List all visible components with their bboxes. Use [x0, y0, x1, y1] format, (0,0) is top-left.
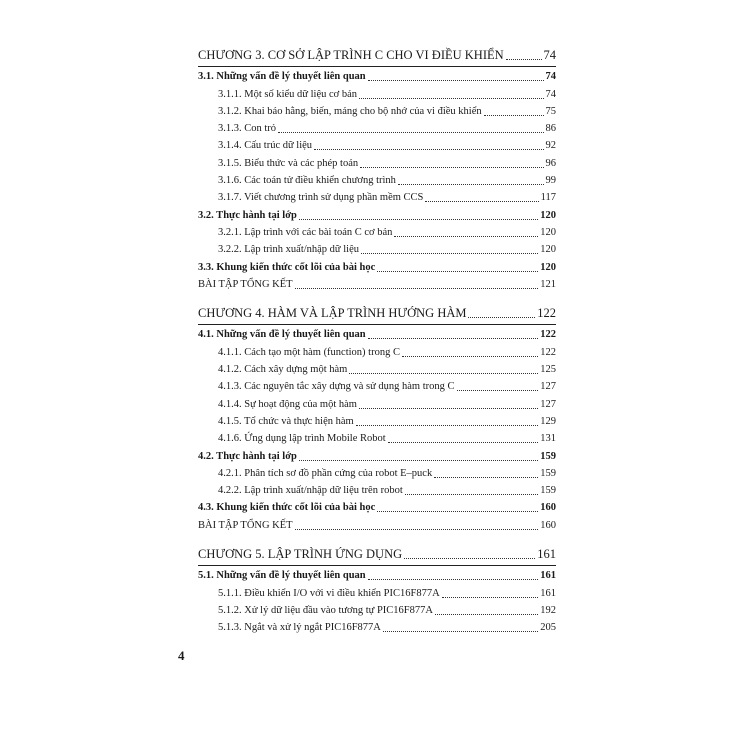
toc-label: 4.1.2. Cách xây dựng một hàm [218, 364, 348, 376]
toc-page: 122 [540, 329, 556, 341]
toc-subsection [198, 399, 556, 411]
toc-page: 74 [545, 71, 556, 83]
dot-leader [434, 476, 538, 478]
toc-label: 4.3. Khung kiến thức cốt lõi của bài học [198, 502, 376, 514]
toc-label: 3.1.5. Biểu thức và các phép toán [218, 157, 359, 169]
toc-label: 3.1.4. Cấu trúc dữ liệu [218, 140, 313, 152]
toc-label: BÀI TẬP TỔNG KẾT [198, 278, 293, 290]
toc-page: 161 [540, 587, 556, 599]
toc-page: 92 [545, 140, 556, 152]
toc-section [198, 210, 556, 222]
toc-label: 3.1.7. Viết chương trình sử dụng phần mềm CCS [218, 192, 424, 204]
toc-label: 4.2.2. Lập trình xuất/nhập dữ liệu trên robot [218, 485, 403, 497]
dot-leader [425, 200, 538, 202]
toc-page: 120 [540, 261, 556, 273]
toc-page: 129 [540, 415, 556, 427]
dot-leader [402, 355, 538, 357]
toc-label: 3.2. Thực hành tại lớp [198, 209, 297, 221]
toc-page: 205 [540, 622, 556, 634]
chapter-heading [198, 547, 556, 561]
toc-subsection [198, 605, 556, 617]
toc-label: 5.1.2. Xử lý dữ liệu đầu vào tương tự PIC16F877A [218, 604, 433, 616]
dot-leader [295, 287, 539, 289]
dot-leader [506, 58, 542, 60]
dot-leader [359, 407, 538, 409]
toc-label: 3.1.3. Con trỏ [218, 123, 277, 135]
toc-page: 120 [540, 226, 556, 238]
dot-leader [468, 316, 535, 318]
toc-subsection [198, 123, 556, 135]
dot-leader [314, 148, 543, 150]
toc-section [198, 329, 556, 341]
chapter-title: CHƯƠNG 5. LẬP TRÌNH ỨNG DỤNG [198, 547, 403, 562]
toc-page: 99 [545, 175, 556, 187]
dot-leader [359, 97, 544, 99]
chapter-title: CHƯƠNG 3. CƠ SỞ LẬP TRÌNH C CHO VI ĐIỀU KHIỂN [198, 48, 504, 62]
chapter-page: 122 [537, 306, 556, 321]
toc-page: 120 [540, 209, 556, 221]
toc-label: BÀI TẬP TỔNG KẾT [198, 519, 293, 531]
dot-leader [435, 613, 538, 615]
toc-subsection [198, 622, 556, 634]
toc-subsection [198, 381, 556, 393]
dot-leader [368, 578, 539, 580]
toc-label: 3.2.2. Lập trình xuất/nhập dữ liệu [218, 244, 359, 256]
toc-page: 121 [540, 278, 556, 290]
toc-label: 5.1.3. Ngắt và xử lý ngắt PIC16F877A [218, 622, 381, 634]
chapter-title: CHƯƠNG 4. HÀM VÀ LẬP TRÌNH HƯỚNG HÀM [198, 306, 467, 321]
toc-page: 159 [540, 450, 556, 462]
toc-label: 3.2.1. Lập trình với các bài toán C cơ bản [218, 226, 393, 238]
dot-leader [278, 131, 543, 133]
toc-section [198, 570, 556, 582]
toc-page: 86 [545, 123, 556, 135]
toc-label: 4.2. Thực hành tại lớp [198, 450, 297, 462]
chapter-gap [198, 296, 556, 306]
page-number: 4 [178, 648, 185, 663]
chapter-divider [198, 66, 556, 67]
toc-label: 4.1.1. Cách tạo một hàm (function) trong C [218, 346, 400, 358]
toc-page: 120 [540, 244, 556, 256]
toc-page: 74 [545, 88, 556, 100]
dot-leader [360, 166, 543, 168]
toc-subsection [198, 140, 556, 152]
toc-subsection [198, 106, 556, 118]
dot-leader [442, 596, 539, 598]
toc-label: 3.1. Những vấn đề lý thuyết liên quan [198, 71, 366, 83]
toc-page: 159 [540, 467, 556, 479]
toc-page: 127 [540, 381, 556, 393]
dot-leader [377, 270, 538, 272]
toc-page: 192 [540, 604, 556, 616]
toc-subsection [198, 192, 556, 204]
dot-leader [295, 528, 539, 530]
dot-leader [383, 630, 538, 632]
chapter-page: 161 [537, 547, 556, 562]
toc-page: 125 [540, 364, 556, 376]
toc-page: 160 [540, 502, 556, 514]
dot-leader [398, 183, 544, 185]
dot-leader [349, 372, 538, 374]
toc-subsection [198, 347, 556, 359]
dot-leader [299, 218, 538, 220]
toc-section [198, 502, 556, 514]
dot-leader [377, 510, 538, 512]
toc-label: 3.1.6. Các toán tử điều khiển chương trình [218, 175, 396, 187]
toc-section [198, 451, 556, 463]
toc-page: 161 [540, 570, 556, 582]
toc-page: 127 [540, 398, 556, 410]
toc-page: 160 [540, 519, 556, 531]
toc-label: 3.1.2. Khai báo hằng, biến, mảng cho bộ nhớ của vi điều khiển [218, 105, 482, 117]
toc-subsection [198, 416, 556, 428]
toc-subsection [198, 485, 556, 497]
toc-label: 3.3. Khung kiến thức cốt lõi của bài học [198, 261, 376, 273]
toc-summary [198, 279, 556, 291]
dot-leader [484, 114, 544, 116]
toc-label: 3.1.1. Một số kiểu dữ liệu cơ bản [218, 88, 357, 100]
toc-subsection [198, 175, 556, 187]
dot-leader [299, 459, 538, 461]
toc-subsection [198, 433, 556, 445]
chapter-divider [198, 565, 556, 566]
chapter-heading [198, 306, 556, 320]
toc-label: 4.2.1. Phân tích sơ đồ phần cứng của robot E–puck [218, 467, 433, 479]
toc-subsection [198, 89, 556, 101]
dot-leader [394, 235, 538, 237]
toc-label: 5.1.1. Điều khiển I/O với vi điều khiển PIC16F877A [218, 587, 440, 599]
toc-page: 122 [540, 346, 556, 358]
toc-label: 4.1.4. Sự hoạt động của một hàm [218, 398, 357, 410]
dot-leader [368, 337, 539, 339]
toc-label: 4.1. Những vấn đề lý thuyết liên quan [198, 329, 366, 341]
toc-page: 117 [540, 192, 556, 204]
table-of-contents [198, 48, 556, 640]
chapter-divider [198, 324, 556, 325]
toc-page: 75 [545, 105, 556, 117]
toc-page: 131 [540, 433, 556, 445]
toc-subsection [198, 158, 556, 170]
toc-subsection [198, 468, 556, 480]
dot-leader [404, 557, 535, 559]
dot-leader [457, 389, 539, 391]
dot-leader [361, 252, 538, 254]
toc-label: 4.1.5. Tổ chức và thực hiện hàm [218, 415, 354, 427]
chapter-gap [198, 537, 556, 547]
toc-label: 4.1.3. Các nguyên tắc xây dựng và sử dụng hàm trong C [218, 381, 455, 393]
chapter-page: 74 [543, 48, 556, 62]
toc-section [198, 262, 556, 274]
toc-label: 5.1. Những vấn đề lý thuyết liên quan [198, 570, 366, 582]
toc-subsection [198, 244, 556, 256]
toc-section [198, 71, 556, 83]
toc-page: 96 [545, 157, 556, 169]
dot-leader [405, 493, 539, 495]
dot-leader [388, 441, 539, 443]
toc-subsection [198, 588, 556, 600]
toc-summary [198, 520, 556, 532]
dot-leader [368, 79, 544, 81]
toc-page: 159 [540, 485, 556, 497]
toc-label: 4.1.6. Ứng dụng lập trình Mobile Robot [218, 433, 386, 445]
dot-leader [356, 424, 539, 426]
chapter-heading [198, 48, 556, 62]
toc-subsection [198, 227, 556, 239]
toc-subsection [198, 364, 556, 376]
